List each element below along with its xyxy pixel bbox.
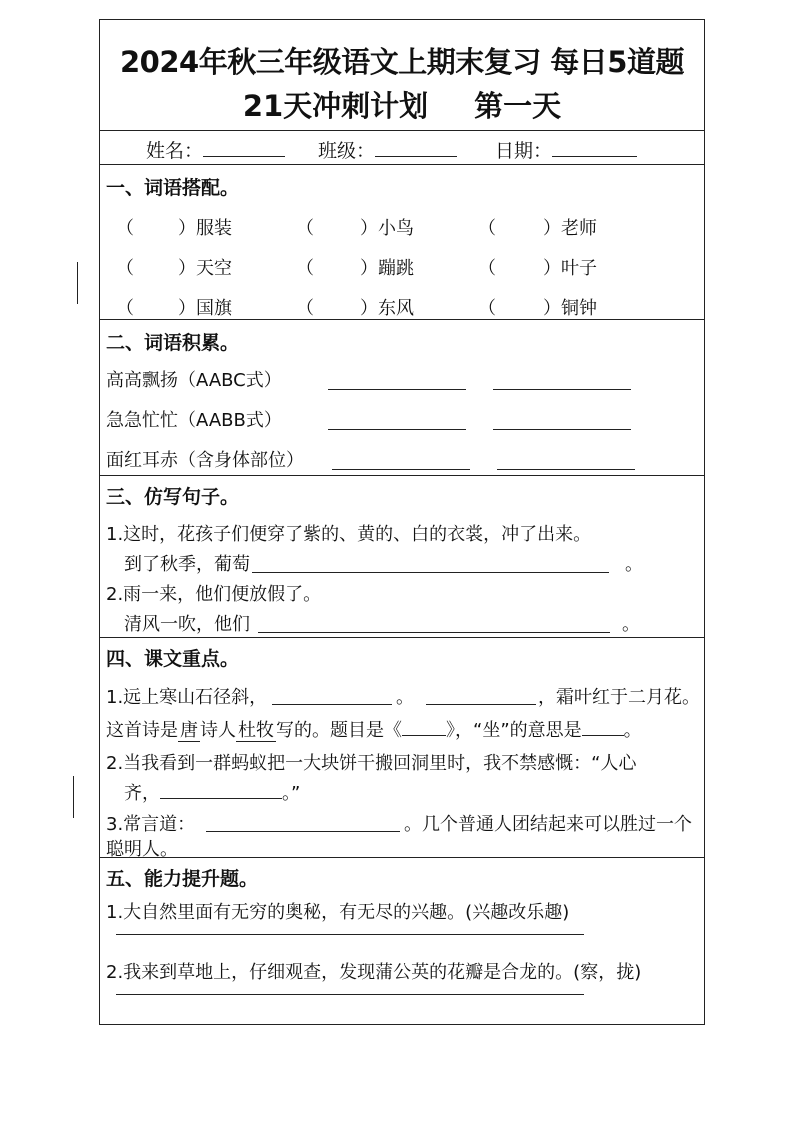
answer-blank[interactable]: [252, 572, 609, 573]
section-word-matching: [100, 165, 704, 320]
answer-blank[interactable]: [206, 831, 400, 832]
q1-line2: [106, 716, 642, 742]
date-label: 日期：: [495, 140, 553, 162]
question-1: 1.大自然里面有无穷的奥秘，有无尽的兴趣。(兴趣改乐趣): [106, 902, 570, 923]
day-label: 第一天: [474, 89, 562, 123]
section-title: 二、词语积累。: [106, 332, 240, 354]
answer-blank[interactable]: [493, 429, 631, 430]
answer-blank[interactable]: [160, 782, 282, 799]
paren-close: ）: [178, 218, 196, 239]
q2-text-a: 2.当我看到一群蚂蚁把一大块饼干搬回洞里时，我不禁感慨：“人心: [106, 753, 637, 774]
paren-open: （: [116, 218, 134, 239]
student-info: [100, 131, 704, 165]
q1-line2-d: 》，“坐”的意思是: [446, 720, 582, 741]
paren-open: （: [116, 258, 134, 279]
question-2-prompt: 清风一吹，他们: [124, 614, 250, 635]
q1-text-b: 。: [396, 687, 414, 708]
answer-blank[interactable]: [258, 632, 610, 633]
name-label: 姓名：: [146, 140, 204, 162]
date-field[interactable]: [495, 136, 637, 163]
dynasty-answer: 唐: [180, 720, 198, 741]
paren-close: ）: [543, 298, 561, 319]
answer-line[interactable]: [116, 994, 584, 995]
q3-text-a: 3.常言道：: [106, 814, 196, 835]
question-2: 2.我来到草地上，仔细观查，发现蒲公英的花瓣是合龙的。(察，拢): [106, 962, 642, 983]
match-word: 东风: [378, 298, 414, 319]
class-blank[interactable]: [375, 140, 457, 157]
q3-text-c: 聪明人。: [106, 839, 178, 860]
q1-line2-e: 。: [623, 720, 642, 741]
paren-close: ）: [543, 218, 561, 239]
section-key-points: [100, 638, 704, 858]
paren-open: （: [116, 298, 134, 319]
q1-line2-c: 写的。题目是《: [276, 720, 402, 741]
name-blank[interactable]: [203, 140, 285, 157]
word-pattern: 高高飘扬（AABC式）: [106, 370, 282, 391]
answer-blank[interactable]: [328, 429, 466, 430]
paren-open: （: [478, 258, 496, 279]
paren-close: ）: [178, 298, 196, 319]
paren-open: （: [296, 218, 314, 239]
end-mark: 。: [625, 554, 643, 575]
scan-margin-mark: [73, 776, 74, 818]
q1-line2-b: 诗人: [200, 720, 236, 741]
paren-close: ）: [360, 298, 378, 319]
match-word: 叶子: [561, 258, 597, 279]
answer-blank[interactable]: [272, 704, 392, 705]
match-word: 国旗: [196, 298, 232, 319]
question-1: 1.这时，花孩子们便穿了紫的、黄的、白的衣裳，冲了出来。: [106, 524, 592, 545]
answer-blank[interactable]: [328, 389, 466, 390]
worksheet: [99, 19, 705, 1025]
answer-blank[interactable]: [582, 719, 624, 736]
match-word: 服装: [196, 218, 232, 239]
paren-close: ）: [360, 218, 378, 239]
question-2: 2.雨一来，他们便放假了。: [106, 584, 322, 605]
paren-open: （: [296, 258, 314, 279]
date-blank[interactable]: [552, 140, 637, 157]
q2-text-b: 齐，: [124, 783, 160, 804]
answer-blank[interactable]: [402, 719, 446, 736]
answer-blank[interactable]: [426, 704, 536, 705]
match-word: 小鸟: [378, 218, 414, 239]
section-title: 一、词语搭配。: [106, 177, 240, 199]
section-title: 四、课文重点。: [106, 648, 240, 670]
match-word: 铜钟: [561, 298, 597, 319]
q1-text-c: ，霜叶红于二月花。: [538, 687, 700, 708]
answer-blank[interactable]: [493, 389, 631, 390]
paren-close: ）: [178, 258, 196, 279]
class-field[interactable]: [318, 136, 457, 163]
word-pattern: 面红耳赤（含身体部位）: [106, 450, 304, 471]
q2-line2: [124, 779, 300, 805]
class-label: 班级：: [318, 140, 376, 162]
q1-line2-a: 这首诗是: [106, 720, 178, 741]
name-field[interactable]: [146, 136, 285, 163]
question-1-prompt: 到了秋季，葡萄: [124, 554, 250, 575]
answer-blank[interactable]: [332, 469, 470, 470]
worksheet-title: 2024年秋三年级语文上期末复习 每日5道题: [120, 45, 684, 79]
match-word: 蹦跳: [378, 258, 414, 279]
q2-text-c: 。”: [282, 783, 301, 804]
scan-margin-mark: [77, 262, 78, 304]
header: [100, 20, 704, 131]
match-word: 老师: [561, 218, 597, 239]
section-title: 五、能力提升题。: [106, 868, 259, 890]
paren-close: ）: [360, 258, 378, 279]
answer-blank[interactable]: [497, 469, 635, 470]
poet-answer: 杜牧: [238, 720, 274, 741]
match-word: 天空: [196, 258, 232, 279]
answer-line[interactable]: [116, 934, 584, 935]
section-ability-improvement: [100, 858, 704, 1026]
q3-text-b: 。几个普通人团结起来可以胜过一个: [404, 814, 692, 835]
word-pattern: 急急忙忙（AABB式）: [106, 410, 282, 431]
paren-open: （: [296, 298, 314, 319]
section-sentence-imitation: [100, 476, 704, 638]
section-word-accumulation: [100, 320, 704, 476]
worksheet-subtitle: [100, 84, 704, 125]
plan-label: 21天冲刺计划: [242, 89, 429, 123]
q1-text-a: 1.远上寒山石径斜，: [106, 687, 268, 708]
paren-close: ）: [543, 258, 561, 279]
section-title: 三、仿写句子。: [106, 486, 240, 508]
end-mark: 。: [622, 614, 640, 635]
paren-open: （: [478, 298, 496, 319]
paren-open: （: [478, 218, 496, 239]
